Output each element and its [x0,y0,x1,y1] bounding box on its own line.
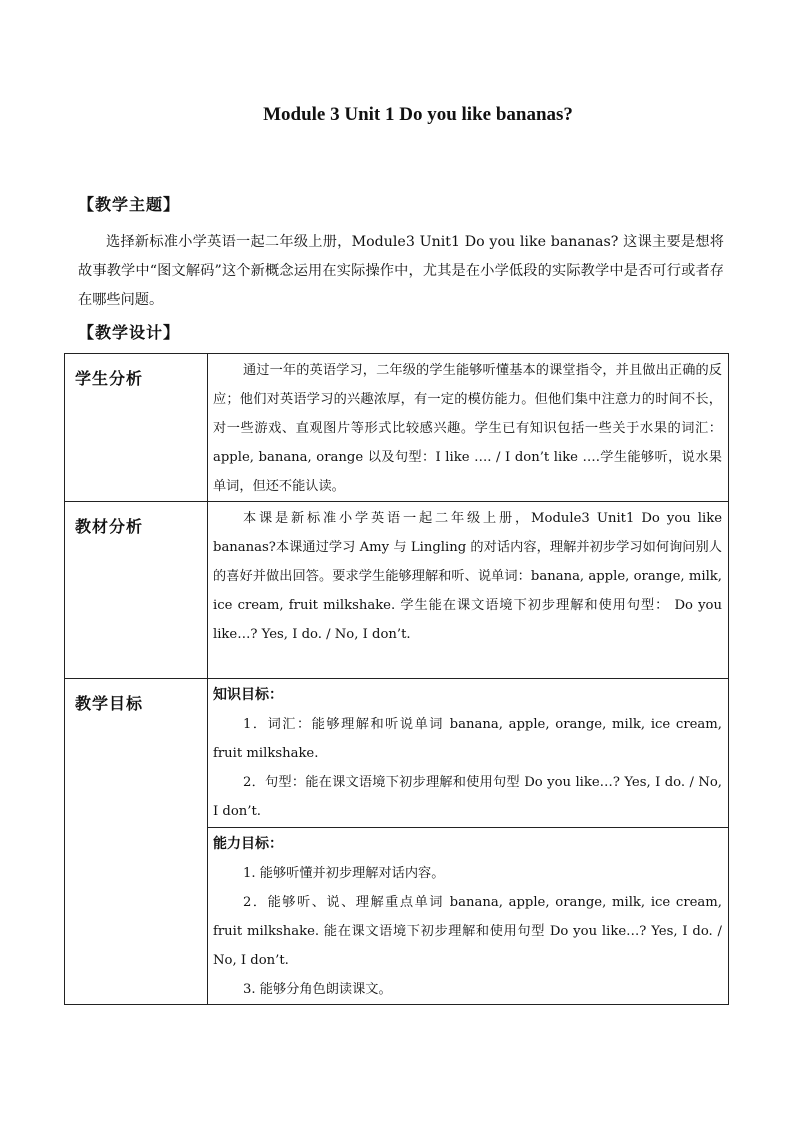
ability-goal-item: 3. 能够分角色朗读课文。 [243,982,392,997]
material-analysis-cell [208,502,729,679]
theme-heading: 【教学主题】 [78,195,181,214]
page-title: Module 3 Unit 1 Do you like bananas? [263,104,573,125]
ability-goals-heading: 能力目标： [213,836,283,852]
student-analysis-text: 通过一年的英语学习，二年级的学生能够听懂基本的课堂指令，并且做出正确的反应；他们对英语学习的兴趣浓厚，有一定的模仿能力。但他们集中注意力的时间不长，对一些游戏、直观图片等形式比较感兴趣。学生已有知识包括一些关于水果的词汇：apple, banana, orange 以及句型：I like …. / I don’t like ….学生能够听，说水果单词，但还不能认读。 [213,363,722,494]
knowledge-goal-item: 1．词汇：能够理解和听说单词 banana, apple, orange, milk, ice cream, fruit milkshake. [213,717,722,761]
knowledge-goal-item: 2．句型：能在课文语境下初步理解和使用句型 Do you like…? Yes, I do. / No, I don’t. [213,775,722,819]
student-analysis-label: 学生分析 [65,354,208,502]
knowledge-goals-cell [208,679,729,828]
student-analysis-cell [208,354,729,502]
material-analysis-text: 本课是新标准小学英语一起二年级上册，Module3 Unit1 Do you like bananas?本课通过学习 Amy 与 Lingling 的对话内容，理解并初步学习如何询问别人的喜好并做出回答。要求学生能够理解和听、说单词：banana, apple, orange, milk, ice cream, fruit milkshake. 学生能在课文语境下初步理解和使用句型： Do you like…? Yes, I do. / No, I don’t. [213,511,722,642]
design-heading: 【教学设计】 [78,323,181,342]
ability-goal-item: 2．能够听、说、理解重点单词 banana, apple, orange, milk, ice cream, fruit milkshake. 能在课文语境下初步理解和使用句型 Do you like…? Yes, I do. / No, I don’t. [213,895,722,968]
teaching-goals-label: 教学目标 [65,679,208,1005]
student-analysis-row [65,354,729,502]
material-analysis-row [65,502,729,679]
design-table [64,353,729,1005]
knowledge-goals-row [65,679,729,828]
material-analysis-label: 教材分析 [65,502,208,679]
ability-goal-item: 1. 能够听懂并初步理解对话内容。 [243,866,445,881]
theme-text: 选择新标准小学英语一起二年级上册，Module3 Unit1 Do you like bananas? 这课主要是想将故事教学中“图文解码”这个新概念运用在实际操作中，尤其是在小学低段的实际教学中是否可行或者存在哪些问题。 [78,234,724,308]
ability-goals-cell [208,828,729,1005]
knowledge-goals-heading: 知识目标： [213,687,283,703]
